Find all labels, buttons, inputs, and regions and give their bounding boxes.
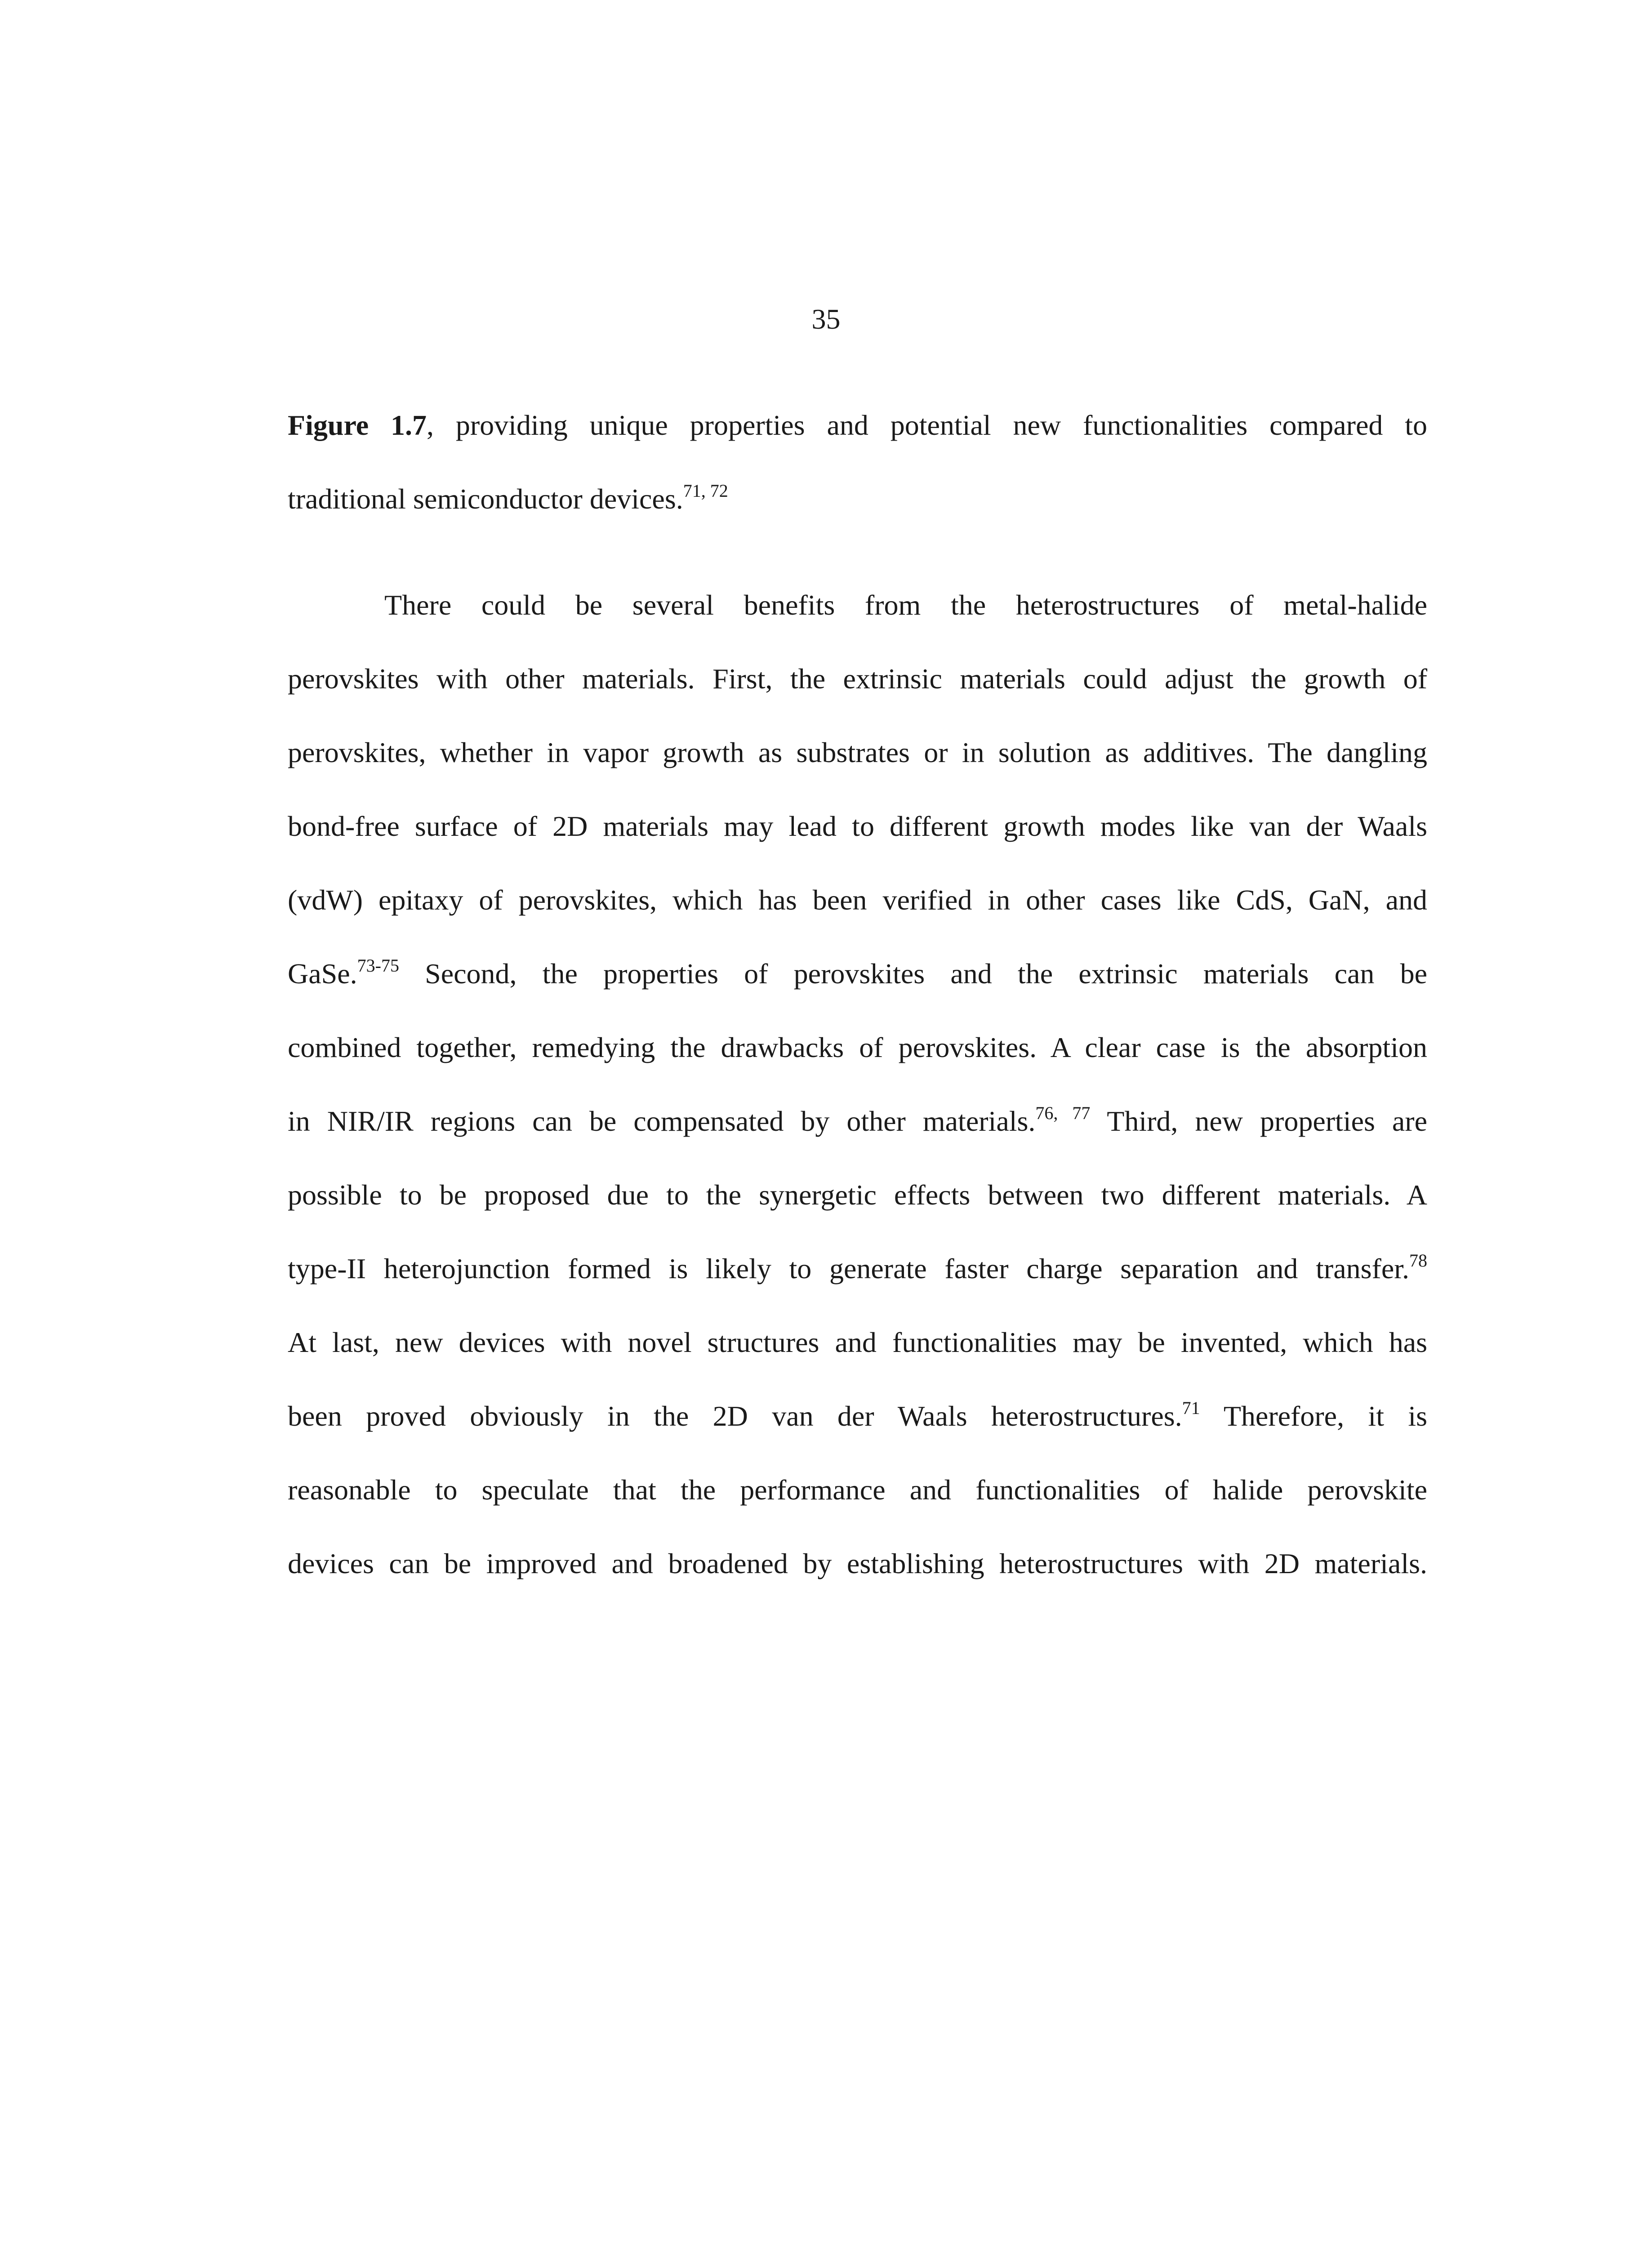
paragraph-2 xyxy=(288,568,1427,1601)
line-text: At last, new devices with novel structures and functionalities may be invented, which has xyxy=(288,1326,1427,1358)
text-line xyxy=(288,642,1427,716)
line-text: GaSe. xyxy=(288,958,357,990)
text-line xyxy=(288,462,1427,536)
text-line xyxy=(288,937,1427,1011)
line-text-tail: Therefore, it is xyxy=(1200,1400,1428,1432)
line-text-tail: Second, the properties of perovskites and the extrinsic materials can be xyxy=(399,958,1427,990)
text-line xyxy=(288,1306,1427,1379)
citation: 78 xyxy=(1409,1250,1427,1271)
figure-reference: Figure 1.7 xyxy=(288,409,427,441)
text-line xyxy=(288,716,1427,789)
line-text: traditional semiconductor devices. xyxy=(288,483,683,515)
line-text: There could be several benefits from the heterostructures of metal-halide xyxy=(384,589,1427,621)
line-text: , providing unique properties and potential new functionalities compared to xyxy=(427,409,1428,441)
text-line xyxy=(288,1527,1427,1601)
line-text: perovskites, whether in vapor growth as substrates or in solution as additives. The dangling xyxy=(288,736,1427,768)
text-line xyxy=(288,568,1427,642)
page-number: 35 xyxy=(811,303,841,335)
line-text: bond-free surface of 2D materials may lead to different growth modes like van der Waals xyxy=(288,810,1427,842)
text-line xyxy=(288,1453,1427,1527)
line-text: possible to be proposed due to the synergetic effects between two different materials. A xyxy=(288,1179,1427,1211)
line-text: type-II heterojunction formed is likely to generate faster charge separation and transfer. xyxy=(288,1253,1409,1285)
text-line xyxy=(288,1084,1427,1158)
citation: 71 xyxy=(1182,1398,1200,1418)
line-text: been proved obviously in the 2D van der Waals heterostructures. xyxy=(288,1400,1182,1432)
line-text: in NIR/IR regions can be compensated by other materials. xyxy=(288,1105,1036,1137)
line-text: reasonable to speculate that the performance and functionalities of halide perovskite xyxy=(288,1474,1427,1506)
text-line xyxy=(288,1158,1427,1232)
text-line xyxy=(288,1232,1427,1306)
line-text: perovskites with other materials. First, the extrinsic materials could adjust the growth of xyxy=(288,663,1427,695)
line-text: combined together, remedying the drawbacks of perovskites. A clear case is the absorption xyxy=(288,1031,1427,1063)
citation: 76, 77 xyxy=(1035,1103,1091,1123)
text-line xyxy=(288,388,1427,462)
text-line xyxy=(288,863,1427,937)
citation: 73-75 xyxy=(357,955,399,976)
text-line xyxy=(288,1011,1427,1084)
line-text: (vdW) epitaxy of perovskites, which has been verified in other cases like CdS, GaN, and xyxy=(288,884,1427,916)
paragraph-1 xyxy=(288,388,1427,536)
citation: 71, 72 xyxy=(683,481,728,501)
text-line xyxy=(288,1379,1427,1453)
line-text: devices can be improved and broadened by establishing heterostructures with 2D materials. xyxy=(288,1548,1427,1579)
text-line xyxy=(288,789,1427,863)
line-text-tail: Third, new properties are xyxy=(1090,1105,1428,1137)
